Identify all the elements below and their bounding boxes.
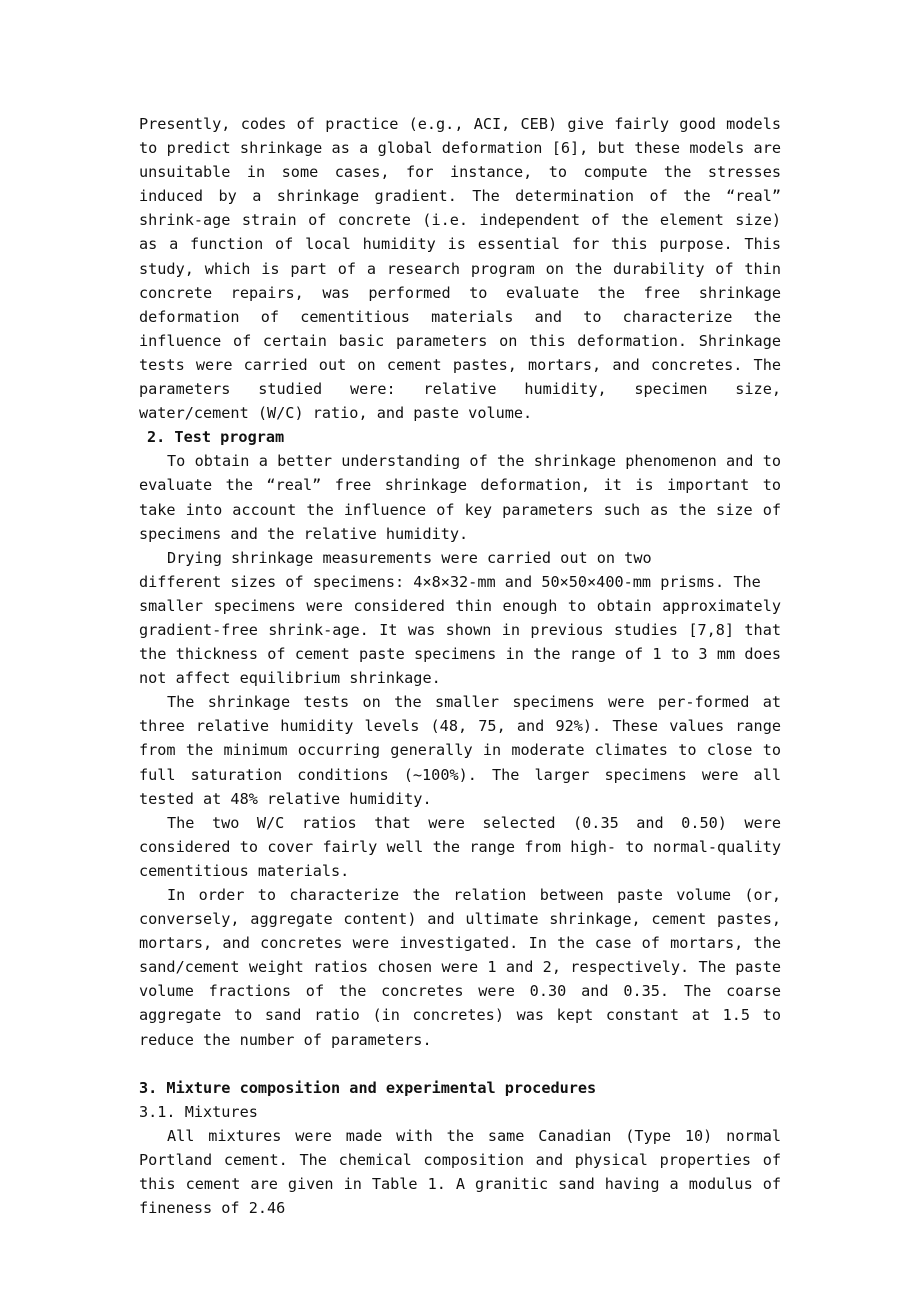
section-2-paragraph-2-line-2: different sizes of specimens: 4×8×32-mm and 50×50×400-mm prisms. The [139, 572, 761, 591]
section-3-1-paragraph-1: All mixtures were made with the same Canadian (Type 10) normal Portland cement. The chemical composition and physical properties of this cement are given in Table 1. A granitic sand having a modulus of fineness of 2.46 [139, 1126, 781, 1218]
section-2-paragraph-4: The two W/C ratios that were selected (0.35 and 0.50) were considered to cover fairly well the range from high- to normal-quality cementitious materials. [139, 813, 781, 880]
section-2-paragraph-2-rest: smaller specimens were considered thin enough to obtain approximately gradient-free shrink-age. It was shown in previous studies [7,8] that the thickness of cement paste specimens in the range of 1 to 3 mm does not affect equilibrium shrinkage. [139, 596, 781, 688]
section-2-paragraph-5: In order to characterize the relation between paste volume (or, conversely, aggregate content) and ultimate shrinkage, cement pastes, mortars, and concretes were investigated. In the case of mortars, the sand/cement weight ratios chosen were 1 and 2, respectively. The paste volume fractions of the concretes were 0.30 and 0.35. The coarse aggregate to sand ratio (in concretes) was kept constant at 1.5 to reduce the number of parameters. [139, 886, 781, 1049]
section-2-heading: 2. Test program [147, 428, 285, 447]
section-gap [139, 1052, 781, 1076]
section-2-paragraph-3: The shrinkage tests on the smaller specimens were per-formed at three relative humidity levels (48, 75, and 92%). These values range from the minimum occurring generally in moderate climates to close to full saturation conditions (~100%). The larger specimens were all tested at 48% relative humidity. [139, 693, 781, 808]
section-2-paragraph-1: To obtain a better understanding of the shrinkage phenomenon and to evaluate the “real” free shrinkage deformation, it is important to take into account the influence of key parameters such as the size of specimens and the relative humidity. [139, 452, 781, 543]
section-3-1-subheading: 3.1. Mixtures [139, 1102, 258, 1121]
intro-paragraph: Presently, codes of practice (e.g., ACI, CEB) give fairly good models to predict shrinkage as a global deformation [6], but these models are unsuitable in some cases, for instance, to compute the stresses induced by a shrinkage gradient. The determination of the “real” shrink-age strain of concrete (i.e. independent of the element size) as a function of local humidity is essential for this purpose. This study, which is part of a research program on the durability of thin concrete repairs, was performed to evaluate the free shrinkage deformation of cementitious materials and to characterize the influence of certain basic parameters on this deformation. Shrinkage tests were carried out on cement pastes, mortars, and concretes. The parameters studied were: relative humidity, specimen size, water/cement (W/C) ratio, and paste volume. [139, 115, 781, 423]
section-3-heading: 3. Mixture composition and experimental procedures [139, 1078, 597, 1097]
section-2-paragraph-2-line-1: Drying shrinkage measurements were carried out on two [167, 548, 652, 567]
page-content [139, 112, 781, 1220]
